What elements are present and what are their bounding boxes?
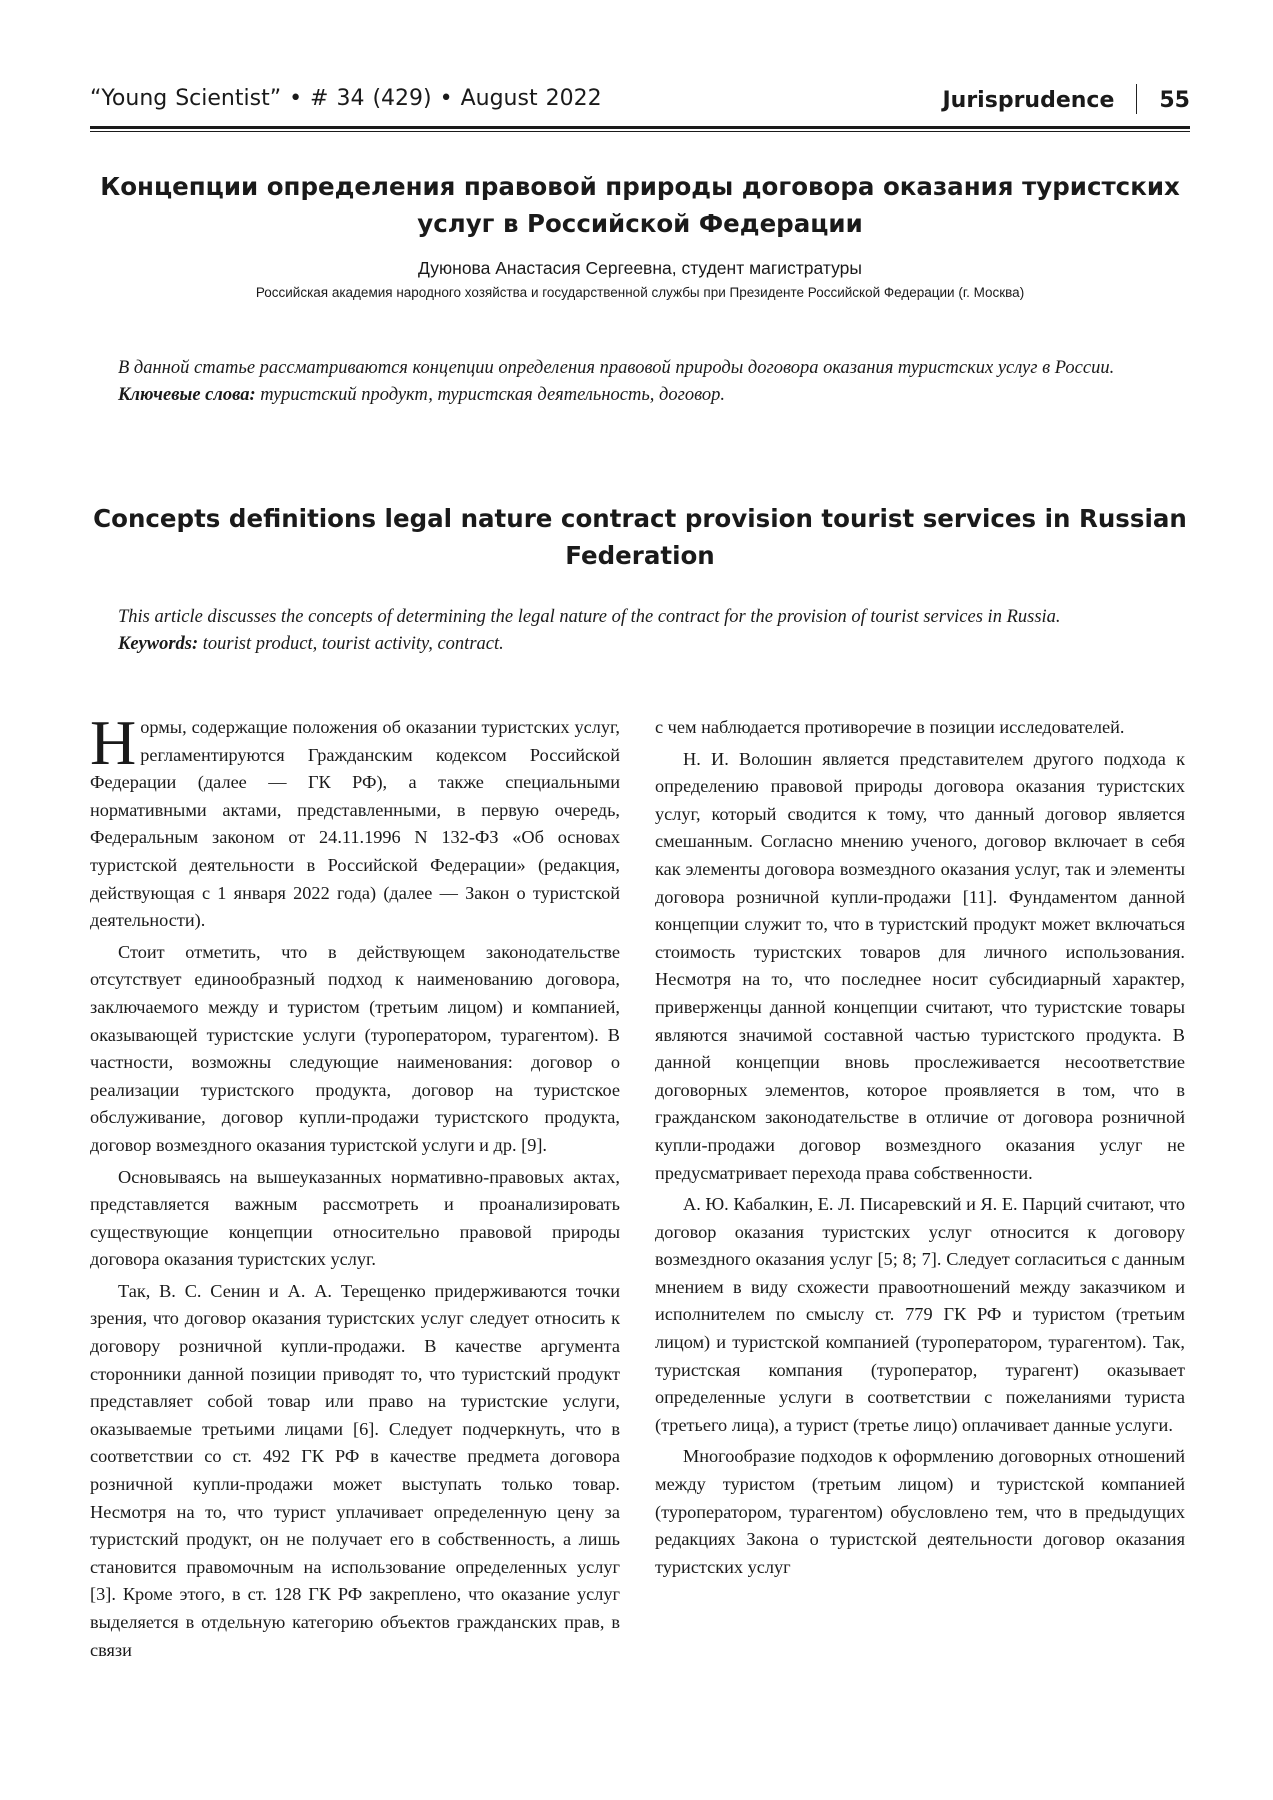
affiliation-line: Российская академия народного хозяйства и государственной службы при Президенте Российской Федерации (г. Москва): [255, 285, 1025, 300]
title-english: Concepts definitions legal nature contract provision tourist services in Russian Federation: [93, 504, 1187, 570]
body-paragraph-3: Основываясь на вышеуказанных нормативно-правовых актах, представляется важным рассмотреть и проанализировать существующие концепции относительно правовой природы договора оказания туристских услуг.: [90, 1166, 620, 1270]
body-paragraph-5: с чем наблюдается противоречие в позиции исследователей.: [655, 717, 1125, 737]
body-column-left: [90, 707, 620, 1668]
body-paragraph-7: А. Ю. Кабалкин, Е. Л. Писаревский и Я. Е. Парций считают, что договор оказания туристских услуг относится к договору возмездного оказания услуг [5; 8; 7]. Следует согласиться с данным мнением в виду схожести правоотношений между заказчиком и исполнителем по смыслу ст. 779 ГК РФ и туристом (третьим лицом) и туристской компанией (туроператором, турагентом). Так, туристская компания (туроператор, турагент) оказывает определенные услуги в соответствии с пожеланиями туриста (третьего лица), а турист (третье лицо) оплачивает данные услуги.: [655, 1194, 1185, 1435]
running-header: [90, 86, 1190, 118]
body-paragraph-8: Многообразие подходов к оформлению договорных отношений между туристом (третьим лицом) и туристской компанией (туроператором, турагентом) обусловлено тем, что в предыдущих редакциях Закона о туристской деятельности договор оказания туристских услуг: [655, 1446, 1185, 1577]
header-divider: [1136, 84, 1137, 114]
abstract-english: [90, 604, 1190, 658]
header-rule-thick: [90, 126, 1190, 129]
keywords-en-label: Keywords:: [118, 634, 199, 654]
header-rule-thin: [90, 131, 1190, 132]
keywords-ru-label: Ключевые слова:: [118, 385, 256, 405]
abstract-russian: [90, 355, 1190, 409]
body-paragraph-2: Стоит отметить, что в действующем законодательстве отсутствует единообразный подход к наименованию договора, заключаемого между и туристом (третьим лицом) и компанией, оказывающей туристские услуги (туроператором, турагентом). В частности, возможны следующие наименования: договор о реализации туристского продукта, договор на туристское обслуживание, договор купли-продажи туристского продукта, договор возмездного оказания туристской услуги и др. [9].: [90, 941, 620, 1155]
title-russian: Концепции определения правовой природы договора оказания туристских услуг в Российской Федерации: [100, 172, 1180, 238]
keywords-en-text: tourist product, tourist activity, contract.: [198, 634, 504, 654]
keywords-en: [90, 631, 1190, 658]
header-right: [942, 86, 1190, 116]
body-column-right: [655, 714, 1185, 1585]
body-paragraph-1-text: ормы, содержащие положения об оказании туристских услуг, регламентируются Гражданским кодексом Российской Федерации (далее — ГК РФ), а также специальными нормативными актами, представленными, в первую очередь, Федеральным законом от 24.11.1996 N 132-ФЗ «Об основах туристской деятельности в Российской Федерации» (редакция, действующая с 1 января 2022 года) (далее — Закон о туристской деятельности).: [90, 717, 620, 931]
body-paragraph-6: Н. И. Волошин является представителем другого подхода к определению правовой природы договора оказания туристских услуг, который сводится к тому, что данный договор является смешанным. Согласно мнению ученого, договор включает в себя как элементы договора возмездного оказания услуг, так и элементы договора розничной купли-продажи [11]. Фундаментом данной концепции служит то, что в туристский продукт может включаться стоимость туристских товаров для личного использования. Несмотря на то, что последнее носит субсидиарный характер, приверженцы данной концепции считают, что туристские товары являются значимой составной частью туристского продукта. В данной концепции вновь прослеживается несоответствие договорных элементов, которое проявляется в том, что в гражданском законодательстве в отличие от договора розничной купли-продажи договор возмездного оказания услуг не предусматривает перехода права собственности.: [655, 748, 1185, 1183]
body-paragraph-1: [90, 707, 620, 935]
journal-issue: “Young Scientist” • # 34 (429) • August 2022: [90, 86, 602, 111]
abstract-en-text: This article discusses the concepts of determining the legal nature of the contract for the provision of tourist services in Russia.: [118, 607, 1061, 627]
drop-cap: Н: [90, 707, 137, 778]
author-line: Дуюнова Анастасия Сергеевна, студент магистратуры: [418, 258, 862, 278]
keywords-ru-text: туристский продукт, туристская деятельность, договор.: [255, 385, 726, 405]
section-name: Jurisprudence: [942, 88, 1115, 113]
body-paragraph-4: Так, В. С. Сенин и А. А. Терещенко придерживаются точки зрения, что договор оказания туристских услуг следует относить к договору розничной купли-продажи. В качестве аргумента сторонники данной позиции приводят то, что туристский продукт представляет собой товар или право на туристские услуги, оказываемые третьими лицами [6]. Следует подчеркнуть, что в соответствии со ст. 492 ГК РФ в качестве предмета договора розничной купли-продажи может выступать только товар. Несмотря на то, что турист уплачивает определенную цену за туристский продукт, он не получает его в собственность, а лишь становится правомочным на использование определенных услуг [3]. Кроме этого, в ст. 128 ГК РФ закреплено, что оказание услуг выделяется в отдельную категорию объектов гражданских прав, в связи: [90, 1280, 620, 1660]
abstract-ru-text: В данной статье рассматриваются концепции определения правовой природы договора оказания туристских услуг в России.: [118, 358, 1115, 378]
page-number: 55: [1159, 88, 1190, 113]
keywords-ru: [90, 382, 1190, 409]
